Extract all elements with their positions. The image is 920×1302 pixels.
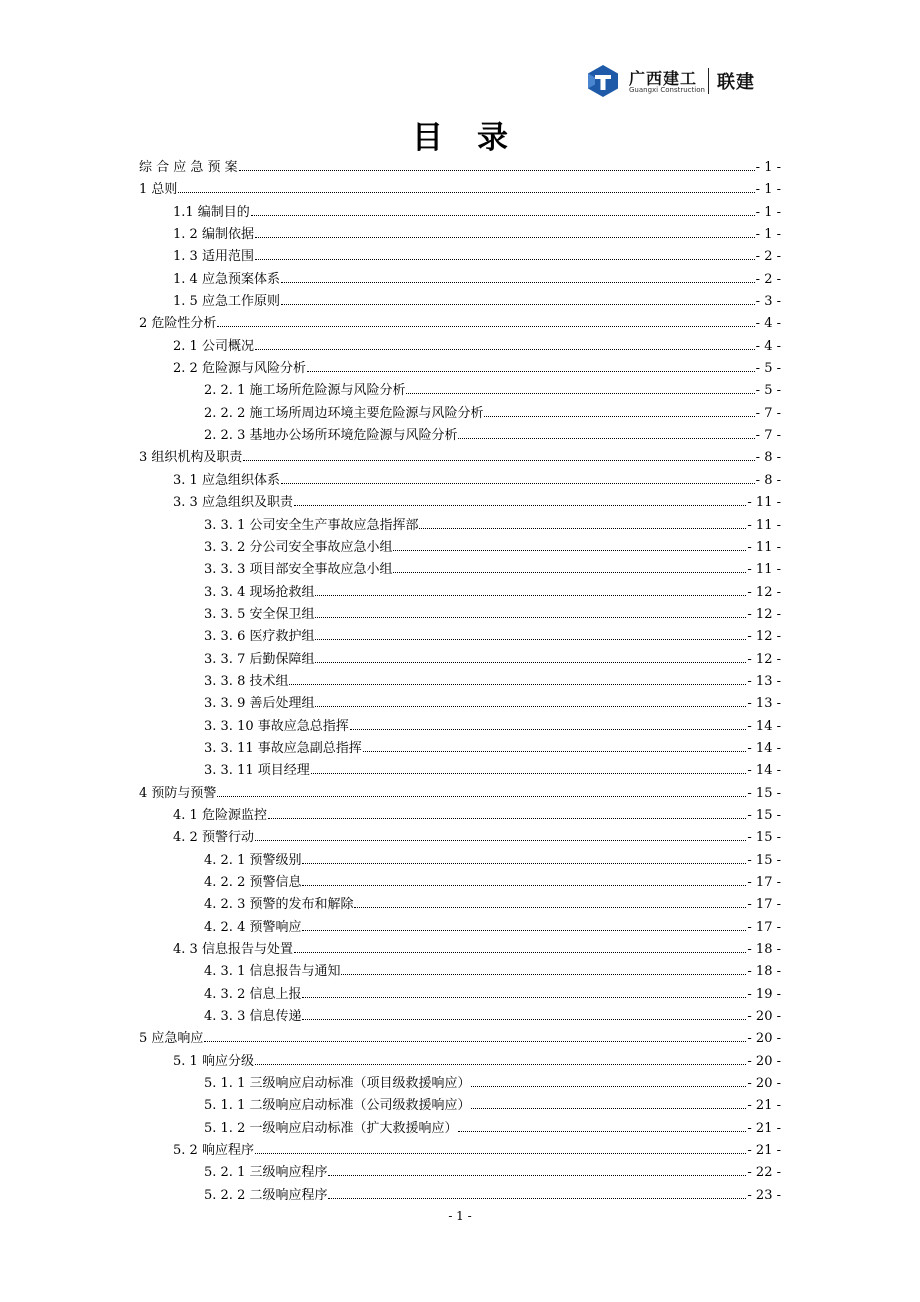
toc-entry-page: - 11 - [747,539,781,555]
toc-entry[interactable] [139,336,781,358]
toc-entry[interactable] [139,582,781,604]
toc-entry-title: 4. 2. 2 预警信息 [204,875,302,890]
toc-entry[interactable] [139,202,781,224]
toc-entry-title: 1. 4 应急预案体系 [173,271,280,287]
toc-entry-title: 2. 2. 2 施工场所周边环境主要危险源与风险分析 [204,405,484,421]
toc-entry-title: 5. 2 响应程序 [173,1143,254,1159]
toc-entry[interactable] [139,224,781,246]
toc-leader-dots [281,282,755,283]
toc-leader-dots [484,416,754,417]
toc-entry[interactable] [139,1185,781,1207]
toc-entry[interactable] [139,1051,781,1073]
toc-leader-dots [302,863,746,864]
toc-entry[interactable] [139,246,781,268]
toc-entry-title: 2. 1 公司概况 [173,338,254,354]
toc-entry-page: - 12 - [747,629,781,645]
toc-entry-page: - 18 - [747,942,781,958]
toc-entry-page: - 13 - [747,696,781,712]
toc-entry-title: 3. 3. 2 分公司安全事故应急小组 [204,539,393,555]
toc-leader-dots [471,1108,746,1109]
toc-entry[interactable] [139,984,781,1006]
toc-entry[interactable] [139,671,781,693]
toc-leader-dots [281,304,755,305]
toc-entry[interactable] [139,1118,781,1140]
toc-entry-title: 4. 3. 2 信息上报 [204,986,302,1002]
toc-leader-dots [315,639,746,640]
toc-entry-title: 5. 1. 1 二级响应启动标准（公司级救援响应） [204,1098,471,1114]
toc-entry-title: 1 总则 [139,182,178,198]
toc-entry[interactable] [139,783,781,805]
toc-entry-title: 3. 3. 10 事故应急总指挥 [204,718,349,734]
toc-leader-dots [307,371,755,372]
toc-leader-dots [311,773,747,774]
toc-entry-page: - 4 - [755,316,781,332]
toc-entry-page: - 12 - [747,584,781,600]
toc-entry-title: 4. 3 信息报告与处置 [173,942,293,958]
toc-entry-page: - 8 - [755,450,781,466]
toc-leader-dots [363,751,747,752]
toc-entry-title: 4. 3. 3 信息传递 [204,1009,302,1025]
page-number: - 1 - [448,1209,472,1223]
toc-entry-page: - 17 - [747,875,781,890]
toc-entry-title: 5. 1 响应分级 [173,1053,254,1069]
toc-entry[interactable] [139,693,781,715]
toc-leader-dots [315,595,746,596]
toc-entry-title: 3. 3. 8 技术组 [204,673,289,689]
toc-entry-title: 3. 3. 3 项目部安全事故应急小组 [204,562,393,578]
toc-entry-page: - 5 - [755,361,781,377]
toc-entry-page: - 15 - [747,852,781,868]
toc-entry[interactable] [139,827,781,849]
toc-entry[interactable] [139,894,781,916]
toc-entry-page: - 7 - [755,428,781,444]
toc-leader-dots [294,952,746,953]
toc-entry[interactable] [139,850,781,872]
toc-entry-page: - 5 - [755,383,781,399]
toc-entry-title: 4. 2. 3 预警的发布和解除 [204,897,354,913]
toc-leader-dots [268,818,746,819]
toc-entry[interactable] [139,269,781,291]
toc-entry-page: - 14 - [747,718,781,734]
toc-entry-page: - 22 - [747,1165,781,1181]
toc-leader-dots [406,393,754,394]
toc-entry-title: 2 危险性分析 [139,316,217,332]
toc-leader-dots [255,259,755,260]
toc-entry[interactable] [139,425,781,447]
toc-entry[interactable] [139,1162,781,1184]
logo-divider [708,68,709,94]
toc-leader-dots [294,505,746,506]
toc-leader-dots [328,1198,746,1199]
toc-leader-dots [255,237,755,238]
toc-entry-title: 3 组织机构及职责 [139,450,243,466]
toc-entry[interactable] [139,313,781,335]
toc-entry-page: - 23 - [747,1187,781,1203]
toc-entry[interactable] [139,492,781,514]
toc-entry-page: - 11 - [747,517,781,533]
toc-leader-dots [315,617,746,618]
toc-leader-dots [419,528,746,529]
toc-entry[interactable] [139,716,781,738]
toc-entry[interactable] [139,291,781,313]
toc-leader-dots [354,907,746,908]
toc-entry-title: 4. 2. 4 预警响应 [204,919,302,935]
toc-leader-dots [302,885,746,886]
toc-entry-title: 综 合 应 急 预 案 [139,160,238,175]
toc-entry[interactable] [139,358,781,380]
toc-entry-title: 1.1 编制目的 [173,204,250,220]
toc-leader-dots [315,662,746,663]
toc-entry-title: 3. 3. 9 善后处理组 [204,696,315,712]
toc-entry-title: 3. 3. 11 项目经理 [204,763,310,779]
table-of-contents [139,157,781,1207]
toc-entry-page: - 15 - [747,807,781,823]
toc-entry-title: 1. 2 编制依据 [173,227,254,243]
toc-leader-dots [281,483,755,484]
toc-entry[interactable] [139,805,781,827]
toc-entry-page: - 20 - [747,1053,781,1069]
toc-entry-title: 1. 3 适用范围 [173,249,254,265]
toc-entry-page: - 8 - [755,472,781,488]
toc-leader-dots [178,192,754,193]
toc-leader-dots [204,1041,746,1042]
toc-entry-page: - 1 - [755,182,781,198]
toc-entry-page: - 4 - [755,338,781,354]
toc-leader-dots [315,706,746,707]
toc-leader-dots [471,1086,746,1087]
toc-entry[interactable] [139,939,781,961]
toc-leader-dots [239,170,755,171]
toc-entry[interactable] [139,604,781,626]
toc-leader-dots [251,215,755,216]
toc-entry-page: - 1 - [755,204,781,220]
toc-entry[interactable] [139,649,781,671]
toc-entry-title: 5. 2. 2 二级响应程序 [204,1187,328,1203]
toc-entry-page: - 3 - [755,294,781,310]
toc-entry[interactable] [139,179,781,201]
toc-entry-page: - 21 - [747,1120,781,1136]
toc-entry-title: 3. 3. 7 后勤保障组 [204,651,315,667]
toc-leader-dots [341,974,746,975]
toc-entry[interactable] [139,537,781,559]
toc-entry-title: 3. 3 应急组织及职责 [173,495,293,511]
toc-leader-dots [393,572,746,573]
toc-leader-dots [302,930,746,931]
toc-entry-page: - 15 - [747,785,781,801]
toc-entry[interactable] [139,470,781,492]
toc-entry-title: 3. 3. 1 公司安全生产事故应急指挥部 [204,517,419,533]
toc-entry-title: 3. 1 应急组织体系 [173,472,280,488]
toc-entry-page: - 15 - [747,830,781,846]
toc-entry-title: 3. 3. 5 安全保卫组 [204,606,315,622]
toc-entry-page: - 14 - [747,763,781,779]
toc-leader-dots [289,684,746,685]
toc-entry-page: - 2 - [755,271,781,287]
toc-entry-page: - 13 - [747,673,781,689]
toc-entry-page: - 19 - [747,986,781,1002]
toc-entry[interactable] [139,1140,781,1162]
toc-entry-page: - 11 - [747,562,781,578]
toc-entry[interactable] [139,515,781,537]
toc-leader-dots [328,1175,746,1176]
toc-entry-title: 3. 3. 6 医疗救护组 [204,629,315,645]
toc-entry[interactable] [139,559,781,581]
toc-entry[interactable] [139,872,781,894]
toc-entry-page: - 17 - [747,919,781,935]
page-title: 目录 [412,120,542,156]
toc-entry-page: - 11 - [747,495,781,511]
toc-entry[interactable] [139,1073,781,1095]
toc-entry[interactable] [139,917,781,939]
toc-entry[interactable] [139,738,781,760]
toc-entry-page: - 18 - [747,964,781,980]
toc-entry-page: - 12 - [747,606,781,622]
toc-leader-dots [458,1131,746,1132]
toc-leader-dots [458,438,754,439]
toc-entry[interactable] [139,626,781,648]
toc-entry-title: 2. 2. 1 施工场所危险源与风险分析 [204,383,406,399]
toc-entry-page: - 20 - [747,1076,781,1092]
toc-entry-title: 5. 1. 2 一级响应启动标准（扩大救援响应） [204,1120,458,1136]
header-logo [586,64,776,100]
toc-entry-title: 2. 2. 3 基地办公场所环境危险源与风险分析 [204,428,458,444]
toc-entry[interactable] [139,447,781,469]
toc-entry-title: 4. 2. 1 预警级别 [204,852,302,868]
toc-entry[interactable] [139,380,781,402]
logo-secondary-name: 联建 [717,72,755,93]
toc-entry-page: - 21 - [747,1143,781,1159]
company-logo-icon [586,64,620,98]
toc-entry-title: 2. 2 危险源与风险分析 [173,361,306,377]
toc-entry-title: 1. 5 应急工作原则 [173,294,280,310]
toc-entry-title: 3. 3. 11 事故应急副总指挥 [204,740,362,756]
toc-entry[interactable] [139,403,781,425]
toc-leader-dots [243,460,754,461]
toc-entry[interactable] [139,1028,781,1050]
toc-entry-title: 5 应急响应 [139,1031,204,1047]
toc-leader-dots [255,349,755,350]
toc-entry-page: - 20 - [747,1031,781,1047]
toc-entry-title: 4. 1 危险源监控 [173,807,267,823]
toc-entry-title: 4. 3. 1 信息报告与通知 [204,964,341,980]
toc-entry[interactable] [139,157,781,179]
toc-entry-page: - 2 - [755,249,781,265]
toc-leader-dots [255,1153,746,1154]
toc-leader-dots [302,997,746,998]
toc-entry-page: - 17 - [747,897,781,913]
toc-entry-page: - 1 - [755,227,781,243]
toc-entry[interactable] [139,760,781,782]
toc-entry[interactable] [139,961,781,983]
toc-entry-page: - 12 - [747,651,781,667]
toc-entry-title: 4. 2 预警行动 [173,830,254,846]
toc-leader-dots [217,796,746,797]
toc-leader-dots [393,550,746,551]
toc-entry-page: - 7 - [755,405,781,421]
logo-chinese-name: 广西建工 [629,69,698,88]
logo-english-name: Guangxi Construction [629,86,705,94]
toc-entry-page: - 21 - [747,1098,781,1114]
toc-entry-title: 5. 1. 1 三级响应启动标准（项目级救援响应） [204,1076,471,1092]
toc-entry[interactable] [139,1006,781,1028]
toc-leader-dots [255,840,746,841]
toc-entry-page: - 20 - [747,1009,781,1025]
toc-leader-dots [302,1019,746,1020]
toc-entry-page: - 14 - [747,740,781,756]
toc-entry[interactable] [139,1095,781,1117]
toc-leader-dots [255,1064,746,1065]
toc-leader-dots [217,326,754,327]
toc-entry-title: 4 预防与预警 [139,785,217,801]
toc-entry-page: - 1 - [755,160,781,175]
toc-entry-title: 5. 2. 1 三级响应程序 [204,1165,328,1181]
toc-entry-title: 3. 3. 4 现场抢救组 [204,584,315,600]
toc-leader-dots [350,729,747,730]
